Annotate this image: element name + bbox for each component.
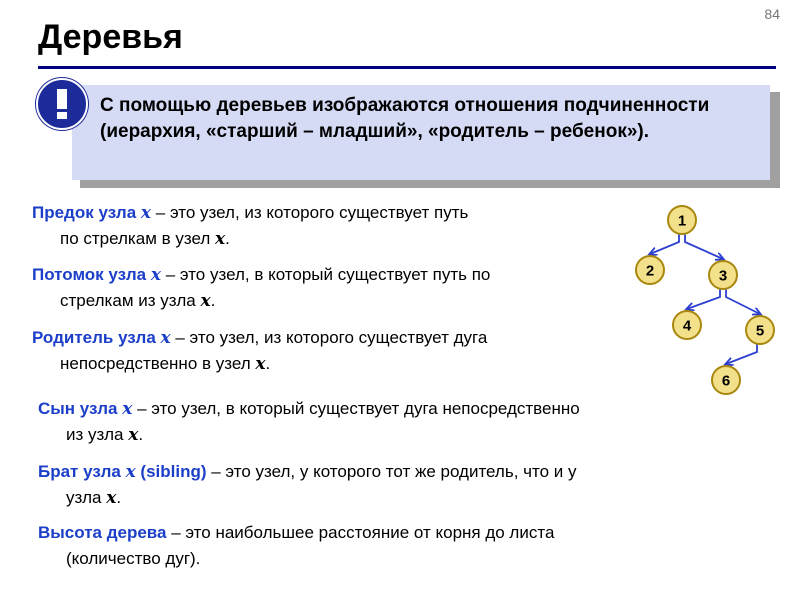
- definition-cont-end: .: [225, 229, 230, 248]
- title-rule: [38, 66, 776, 69]
- definition-text: – это узел, у которого тот же родитель, что и у: [206, 462, 577, 481]
- definition-cont: [38, 422, 768, 448]
- definition-cont-var: x: [255, 354, 266, 374]
- definition-term: Брат узла: [38, 462, 121, 481]
- tree-node-label: 5: [755, 322, 765, 340]
- definition-text: – это наибольшее расстояние от корня до листа: [166, 523, 555, 542]
- definition-descendant: [32, 262, 632, 314]
- definition-var: x: [160, 328, 171, 348]
- definition-cont-var: x: [200, 291, 211, 311]
- definition-cont-end: .: [116, 488, 122, 507]
- definition-text: – это узел, в который существует дуга непосредственно: [132, 399, 580, 418]
- tree-node-3: [709, 261, 737, 289]
- definition-cont: [38, 546, 768, 572]
- definition-cont: [32, 351, 632, 377]
- tree-node-5: [746, 316, 774, 344]
- definition-cont-end: .: [210, 291, 216, 310]
- tree-node-label: 3: [718, 267, 728, 285]
- definition-term: Предок узла: [32, 203, 137, 222]
- tree-edge-5-6: [726, 344, 757, 364]
- definition-cont-text: непосредственно в узел: [60, 354, 256, 373]
- definition-cont-end: .: [138, 425, 144, 444]
- definition-cont-text: из узла: [66, 425, 129, 444]
- callout-text: С помощью деревьев изображаются отношения подчиненности (иерархия, «старший – младший», «родитель – ребенок»).: [100, 95, 710, 142]
- tree-node-2: [636, 256, 664, 284]
- tree-node-1: [668, 206, 696, 234]
- page-number: 84: [764, 6, 780, 22]
- definition-son: [38, 396, 768, 448]
- definition-var: x: [140, 203, 152, 223]
- definition-text: – это узел, из которого существует дуга: [170, 328, 488, 347]
- definition-cont: [38, 485, 768, 511]
- tree-node-4: [673, 311, 701, 339]
- definition-term-suffix: (sibling): [135, 462, 207, 481]
- tree-node-label: 2: [645, 262, 655, 280]
- definition-term: Родитель узла: [32, 328, 156, 347]
- page-title: Деревья: [38, 18, 183, 56]
- definition-term: Потомок узла: [32, 265, 147, 284]
- definition-term: Сын узла: [38, 399, 118, 418]
- definition-cont: [32, 226, 622, 252]
- definition-cont-end: .: [265, 354, 271, 373]
- tree-edge-1-2: [650, 234, 679, 254]
- tree-edge-3-4: [687, 289, 720, 309]
- definition-cont-var: x: [215, 229, 226, 249]
- tree-diagram: [620, 195, 790, 395]
- tree-edge-1-3: [685, 234, 723, 259]
- tree-node-label: 6: [721, 372, 731, 390]
- definition-text: – это узел, из которого существует путь: [151, 203, 469, 222]
- definition-var: x: [122, 399, 133, 419]
- definition-cont-text: узла: [66, 488, 107, 507]
- definition-var: x: [125, 462, 136, 482]
- definition-cont-text: (количество дуг).: [66, 549, 201, 568]
- definition-height: [38, 520, 768, 572]
- definition-term: Высота дерева: [38, 523, 167, 542]
- definition-parent: [32, 325, 632, 377]
- definition-var: x: [150, 265, 161, 285]
- definition-sibling: [38, 459, 768, 511]
- tree-node-6: [712, 366, 740, 394]
- definition-text: – это узел, в который существует путь по: [161, 265, 491, 284]
- tree-node-label: 4: [682, 317, 692, 335]
- definition-ancestor: [32, 200, 622, 252]
- definition-cont-text: стрелкам из узла: [60, 291, 201, 310]
- tree-node-label: 1: [677, 212, 687, 230]
- exclamation-icon: [36, 78, 88, 130]
- tree-edge-3-5: [726, 289, 760, 314]
- definition-cont: [32, 288, 632, 314]
- definition-cont-var: x: [106, 488, 117, 508]
- callout-box: [72, 85, 770, 180]
- definition-cont-var: x: [128, 425, 139, 445]
- definition-cont-text: по стрелкам в узел: [60, 229, 216, 248]
